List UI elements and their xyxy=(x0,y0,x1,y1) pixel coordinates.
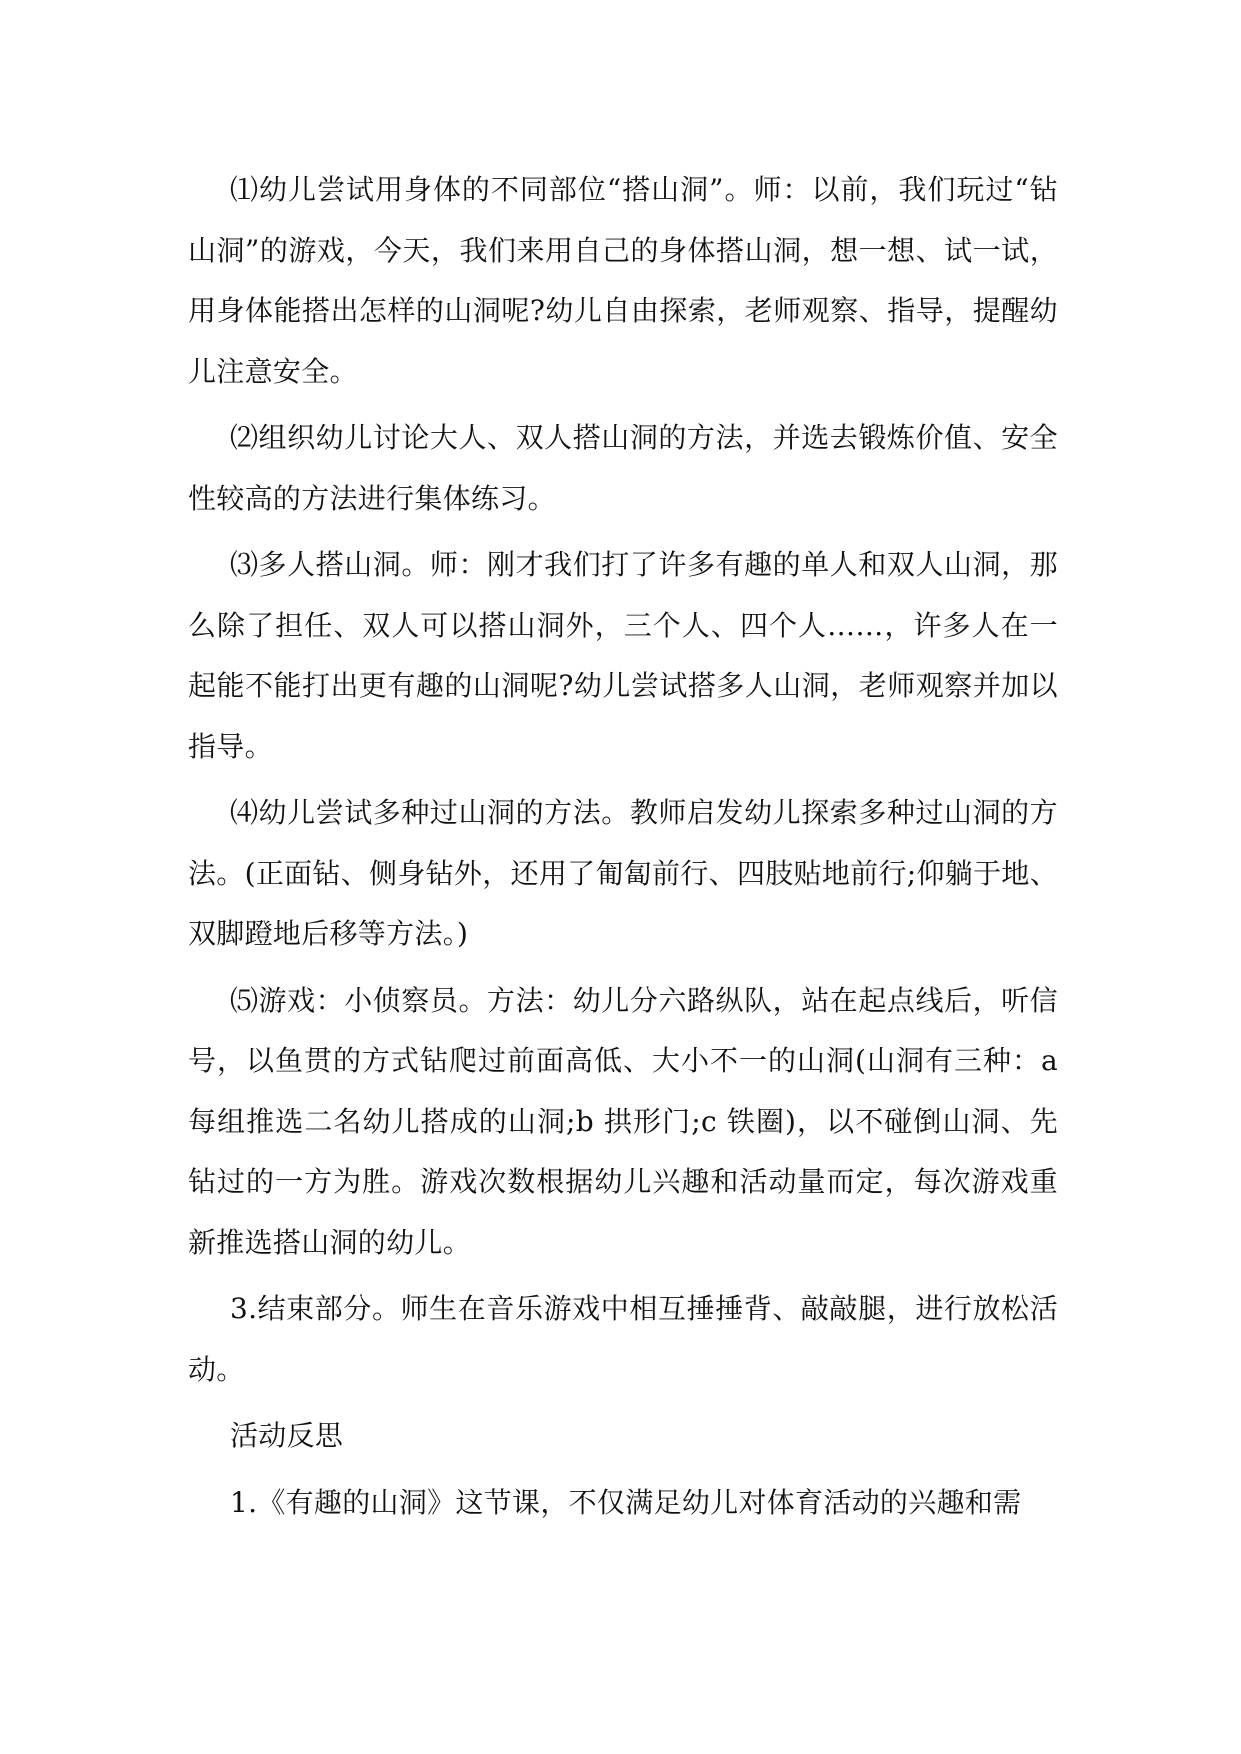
paragraph-reflection-1: 1.《有趣的山洞》这节课，不仅满足幼儿对体育活动的兴趣和需 xyxy=(230,1485,1022,1519)
document-body xyxy=(188,160,1058,1539)
section-heading-reflection: 活动反思 xyxy=(230,1419,344,1452)
paragraph-step-3: ⑶多人搭山洞。师：刚才我们打了许多有趣的单人和双人山洞，那么除了担任、双人可以搭山洞外，三个人、四个人……，许多人在一起能不能打出更有趣的山洞呢?幼儿尝试搭多人山洞，老师观察并加以指导。 xyxy=(188,548,1058,763)
paragraph-ending: 3.结束部分。师生在音乐游戏中相互捶捶背、敲敲腿，进行放松活动。 xyxy=(188,1292,1058,1386)
paragraph-step-1: ⑴幼儿尝试用身体的不同部位“搭山洞”。师：以前，我们玩过“钻山洞”的游戏，今天，我们来用自己的身体搭山洞，想一想、试一试，用身体能搭出怎样的山洞呢?幼儿自由探索，老师观察、指导，提醒幼儿注意安全。 xyxy=(188,173,1058,388)
paragraph-step-2: ⑵组织幼儿讨论大人、双人搭山洞的方法，并选去锻炼价值、安全性较高的方法进行集体练习。 xyxy=(188,421,1058,515)
paragraph-step-5: ⑸游戏：小侦察员。方法：幼儿分六路纵队，站在起点线后，听信号，以鱼贯的方式钻爬过前面高低、大小不一的山洞(山洞有三种：a 每组推选二名幼儿搭成的山洞;b 拱形门;c 铁圈)，以不碰倒山洞、先钻过的一方为胜。游戏次数根据幼儿兴趣和活动量而定，每次游戏重新推选搭山洞的幼儿。 xyxy=(188,983,1058,1259)
paragraph-step-4: ⑷幼儿尝试多种过山洞的方法。教师启发幼儿探索多种过山洞的方法。(正面钻、侧身钻外，还用了匍匐前行、四肢贴地前行;仰躺于地、双脚蹬地后移等方法。) xyxy=(188,796,1058,950)
